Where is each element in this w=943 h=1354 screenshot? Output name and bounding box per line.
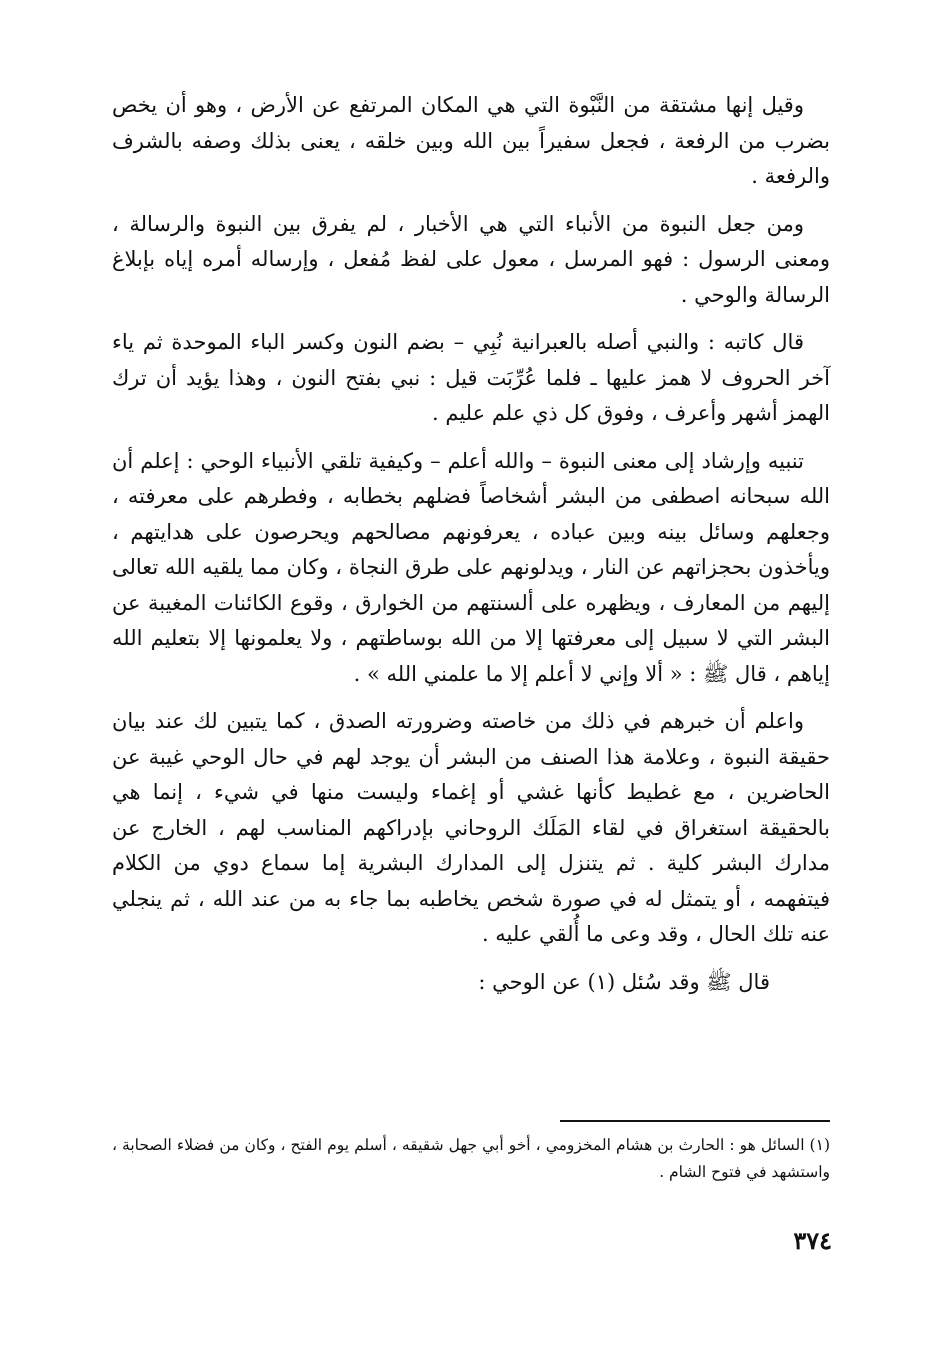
paragraph-5: واعلم أن خبرهم في ذلك من خاصته وضرورته الصدق ، كما يتبين لك عند بيان حقيقة النبوة ، وعلامة هذا الصنف من البشر أن يوجد لهم في حال الوحي غيبة عن الحاضرين ، مع غطيط كأنها غشي أو إغماء وليست منها في شيء ، إنما هي بالحقيقة استغراق في لقاء المَلَك الروحاني بإدراكهم المناسب لهم ، الخارج عن مدارك البشر كلية . ثم يتنزل إلى المدارك البشرية إما سماع دوي من الكلام فيتفهمه ، أو يتمثل له في صورة شخص يخاطبه بما جاء به من عند الله ، ثم ينجلي عنه تلك الحال ، وقد وعى ما أُلقي عليه . xyxy=(112,709,830,946)
footnote-text: (١) السائل هو : الحارث بن هشام المخزومي ، أخو أبي جهل شقيقه ، أسلم يوم الفتح ، وكان من فضلاء الصحابة ، واستشهد في فتوح الشام . xyxy=(112,1136,830,1181)
paragraph-3: قال كاتبه : والنبي أصله بالعبرانية نُبِي – بضم النون وكسر الباء الموحدة ثم ياء آخر الحروف لا همز عليها ـ فلما عُرِّبَت قيل : نبي بفتح النون ، وهذا يؤيد أن ترك الهمز أشهر وأعرف ، وفوق كل ذي علم عليم . xyxy=(112,330,830,425)
main-text-body xyxy=(112,88,830,1000)
paragraph-1: وقيل إنها مشتقة من النَّبْوة التي هي المكان المرتفع عن الأرض ، وهو أن يخص بضرب من الرفعة ، فجعل سفيراً بين الله وبين خلقه ، يعنى بذلك وصفه بالشرف والرفعة . xyxy=(112,93,830,188)
page-number: ٣٧٤ xyxy=(793,1226,832,1255)
paragraph-4: تنبيه وإرشاد إلى معنى النبوة – والله أعلم – وكيفية تلقي الأنبياء الوحي : إعلم أن الله سبحانه اصطفى من البشر أشخاصاً فضلهم بخطابه ، وفطرهم على معرفته ، وجعلهم وسائل بينه وبين عباده ، يعرفونهم مصالحهم ويحرصون على هدايتهم ، ويأخذون بحجزاتهم عن النار ، ويدلونهم على طرق النجاة ، وكان مما يلقيه الله تعالى إليهم من المعارف ، ويظهره على ألسنتهم من الخوارق ، وقوع الكائنات المغيبة عن البشر التي لا سبيل إلى معرفتها إلا من الله بوساطتهم ، ولا يعلمونها إلا بتعليم الله إياهم ، قال ﷺ : « ألا وإني لا أعلم إلا ما علمني الله » . xyxy=(112,448,830,686)
footnote-divider xyxy=(560,1120,830,1122)
paragraph-2: ومن جعل النبوة من الأنباء التي هي الأخبار ، لم يفرق بين النبوة والرسالة ، ومعنى الرسول : فهو المرسل ، معول على لفظ مُفعل ، وإرساله أمره إياه بإبلاغ الرسالة والوحي . xyxy=(112,211,830,307)
paragraph-6: قال ﷺ وقد سُئل (١) عن الوحي : xyxy=(478,969,770,994)
